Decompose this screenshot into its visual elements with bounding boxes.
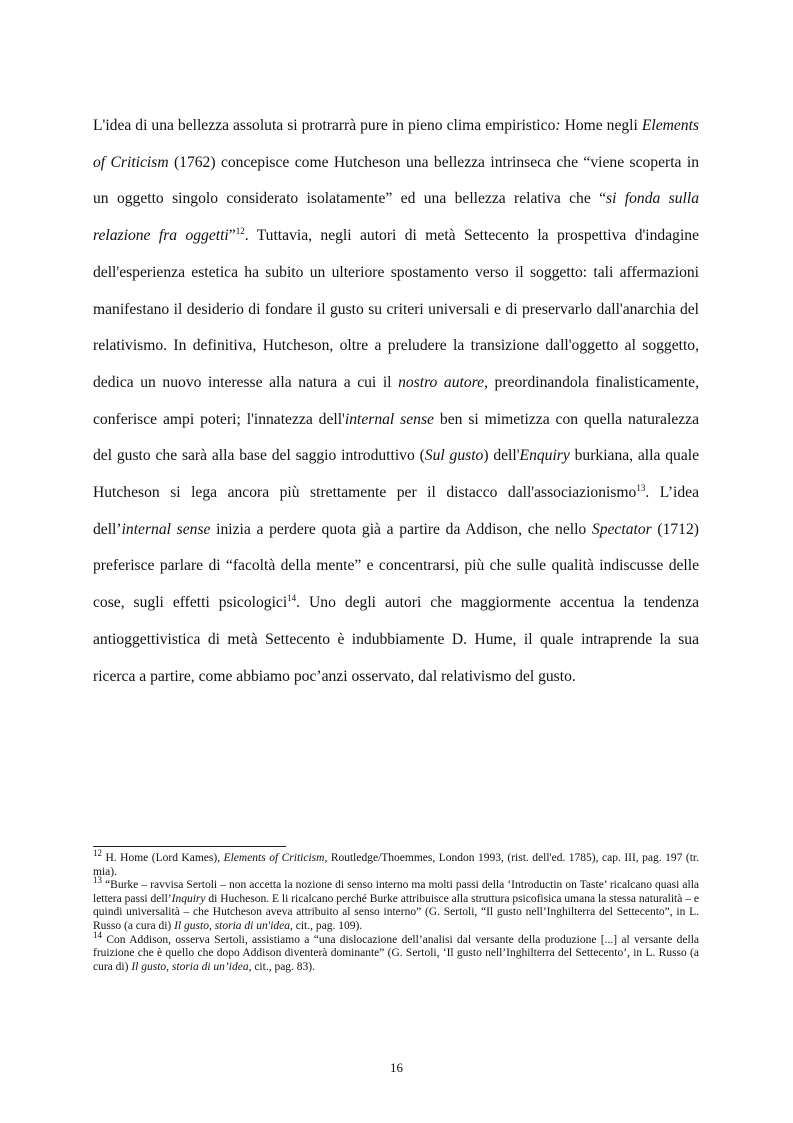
footnote-text: Con Addison, osserva Sertoli, assistiamo a “una dislocazione dell’analisi dal versante della produzione [...] al versante della fruizione che è quello che dopo Addison diventerà dominante” (G. Sertoli, ‘Il gusto nell’Inghilterra del Settecento’, in L. Russo (a cura di)	[93, 933, 699, 973]
italic-quote: si fonda sulla relazione fra oggetti	[93, 190, 700, 245]
footnote-ref-12: 12	[235, 225, 245, 236]
body-text: inizia a perdere quota già a partire da Addison, che nello	[210, 520, 592, 538]
body-text: . Tuttavia, negli autori di metà Settecento la prospettiva d'indagine dell'esperienza estetica ha subito un ulteriore spostamento verso il soggetto: tali affermazioni manifestano il desiderio di fondare il gusto su criteri universali e di preservarlo dall'anarchia del relativismo. In definitiva, Hutcheson, oltre a preludere la transizione dall'oggetto al soggetto, dedica un nuovo interesse alla natura a cui il	[93, 227, 699, 391]
italic-title: Sul gusto	[424, 447, 484, 465]
body-text: (1762) concepisce come Hutcheson una bellezza intrinseca che “viene scoperta in un oggetto singolo considerato isolatamente” ed una bellezza relativa che “	[93, 153, 699, 208]
footnote-14	[93, 929, 699, 975]
body-text: :	[555, 117, 561, 134]
page-number: 16	[390, 1060, 403, 1075]
footnote-title: Elements of Criticism,	[223, 852, 328, 864]
footnote-text: di Hucheson. E li ricalcano perché Burke attribuisce alla struttura psicofisica umana la stessa naturalità – e quindi universalità – che Hutcheson aveva attribuito al senso interno” (G. Sertoli, “Il gusto nell’Inghilterra del Settecento”, in L. Russo (a cura di)	[93, 892, 699, 932]
italic-term: internal sense	[121, 520, 211, 538]
italic-title: Spectator	[591, 520, 652, 538]
footnote-text: , cit., pag. 83).	[248, 960, 316, 973]
body-text: L'idea di una bellezza assoluta si protrarrà pure in pieno clima empiristico	[93, 117, 556, 134]
body-text: Home negli	[560, 117, 642, 134]
footnote-text: cit., pag. 109).	[292, 919, 363, 932]
book-title-elements-of-criticism: Elements of Criticism	[93, 117, 700, 171]
footnote-number: 12	[93, 848, 102, 859]
footnote-text: Routledge/Thoemmes, London 1993, (rist. dell'ed. 1785), cap. III, pag. 197 (tr. mia).	[93, 852, 699, 878]
body-text: , preordinandola finalisticamente, conferisce ampi poteri; l'innatezza dell'	[93, 373, 699, 428]
footnote-divider	[93, 846, 286, 847]
footnote-number: 13	[93, 875, 102, 886]
footnotes	[93, 848, 699, 974]
footnote-number: 14	[93, 929, 102, 940]
footnote-ref-14: 14	[287, 592, 297, 603]
body-text: (1712) preferisce parlare di “facoltà della mente” e concentrarsi, più che sulle qualità indiscusse delle cose, sugli effetti psicologici	[93, 520, 699, 612]
italic-title: Enquiry	[519, 447, 570, 465]
footnote-12	[93, 848, 699, 879]
footnote-text: H. Home (Lord Kames),	[102, 852, 224, 864]
body-text: ben si mimetizza con quella naturalezza del gusto che sarà alla base del saggio introduttivo (	[93, 410, 699, 465]
footnote-ref-13: 13	[636, 482, 646, 493]
italic-term: internal sense	[344, 410, 434, 428]
italic-term: nostro autore	[398, 373, 485, 391]
body-text: . Uno degli autori che maggiormente accentua la tendenza antioggettivistica di metà Settecento è indubbiamente D. Hume, il quale intraprende la sua ricerca a partire, come abbiamo poc’anzi osservato, dal relativismo del gusto.	[93, 594, 699, 685]
footnote-title: Il gusto, storia di un’idea	[131, 960, 249, 973]
body-text: . L’idea dell’	[93, 484, 699, 538]
body-text: burkiana, alla quale Hutcheson si lega ancora più strettamente per il distacco dall'associazionismo	[93, 447, 699, 502]
body-text: ) dell'	[483, 447, 520, 465]
footnote-text: “Burke – ravvisa Sertoli – non accetta la nozione di senso interno ma molti passi della ‘Introductin on Taste’ ricalcano quasi alla lettera passi dell’	[93, 879, 699, 905]
footnote-13	[93, 875, 699, 933]
footnote-title: Il gusto, storia di un'idea,	[174, 919, 293, 932]
body-text: ”	[228, 227, 236, 245]
body-paragraph	[93, 108, 699, 695]
footnote-title: Inquiry	[171, 892, 206, 905]
